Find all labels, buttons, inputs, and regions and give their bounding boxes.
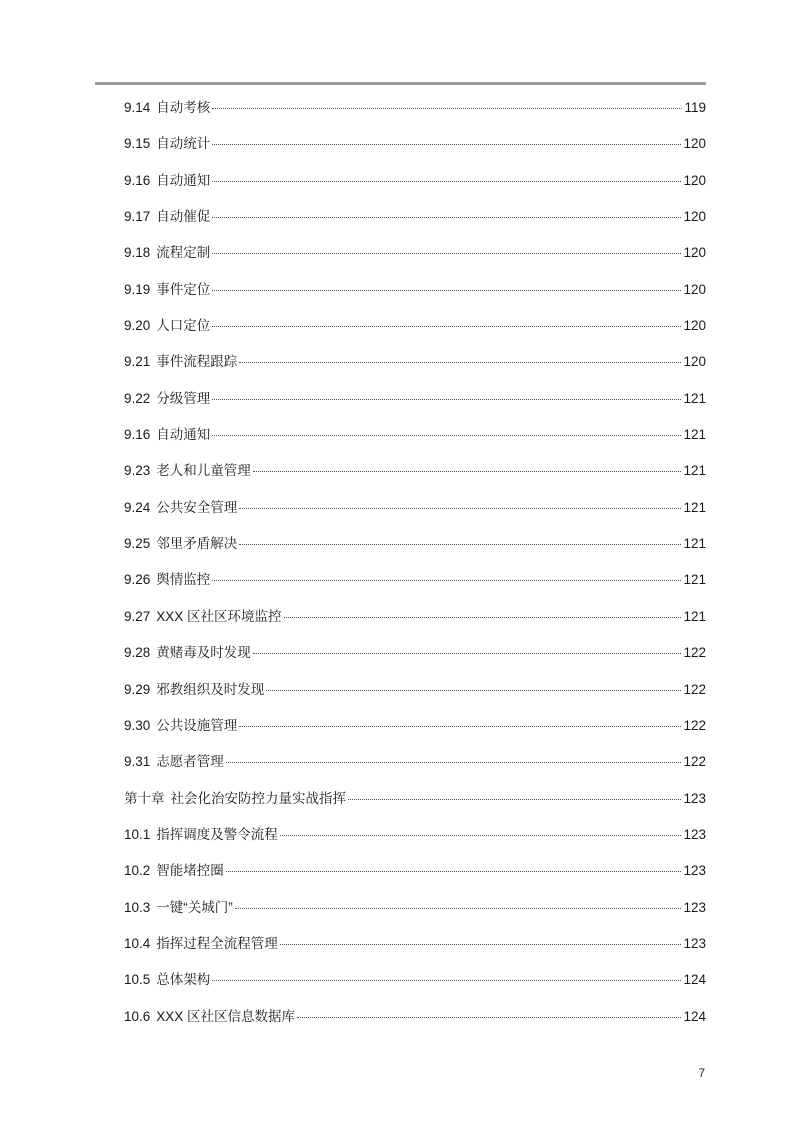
- toc-entry-title: 黄赌毒及时发现: [156, 645, 251, 661]
- toc-entry[interactable]: [124, 1005, 706, 1041]
- header-rule: [95, 82, 706, 85]
- toc-dot-leader: [212, 980, 681, 981]
- toc-entry[interactable]: [124, 605, 706, 641]
- toc-entry-page: 120: [683, 136, 706, 152]
- toc-entry-number: 9.19: [124, 281, 151, 297]
- toc-dot-leader: [239, 544, 681, 545]
- toc-entry-number: 9.21: [124, 354, 151, 370]
- toc-entry-number: 9.27: [124, 608, 151, 624]
- toc-dot-leader: [239, 726, 681, 727]
- toc-entry[interactable]: [124, 678, 706, 714]
- toc-entry-page: 123: [683, 826, 706, 842]
- toc-entry-number: 9.30: [124, 717, 151, 733]
- toc-dot-leader: [253, 471, 682, 472]
- toc-dot-leader: [280, 944, 682, 945]
- toc-entry[interactable]: [124, 459, 706, 495]
- toc-entry-title: 自动统计: [156, 136, 211, 152]
- toc-entry[interactable]: [124, 787, 706, 823]
- toc-entry-number: 9.22: [124, 390, 151, 406]
- toc-entry-number: 9.29: [124, 681, 151, 697]
- toc-entry[interactable]: [124, 823, 706, 859]
- toc-entry[interactable]: [124, 169, 706, 205]
- toc-entry[interactable]: [124, 205, 706, 241]
- toc-dot-leader: [212, 108, 682, 109]
- toc-entry-title: 分级管理: [156, 390, 211, 406]
- toc-entry[interactable]: [124, 423, 706, 459]
- toc-entry-number: 9.26: [124, 572, 151, 588]
- toc-entry[interactable]: [124, 714, 706, 750]
- toc-entry-number: 10.4: [124, 935, 151, 951]
- toc-entry-number: 9.17: [124, 209, 151, 225]
- toc-entry-page: 120: [683, 245, 706, 261]
- toc-entry-page: 121: [683, 536, 706, 552]
- toc-entry-page: 120: [683, 318, 706, 334]
- toc-entry-title: 指挥过程全流程管理: [156, 935, 278, 951]
- toc-dot-leader: [212, 290, 681, 291]
- toc-entry-page: 121: [683, 572, 706, 588]
- toc-entry-number: 9.28: [124, 645, 151, 661]
- toc-dot-leader: [226, 871, 682, 872]
- toc-entry[interactable]: [124, 896, 706, 932]
- toc-dot-leader: [239, 508, 681, 509]
- toc-entry[interactable]: [124, 278, 706, 314]
- toc-entry-page: 120: [683, 281, 706, 297]
- toc-entry-title: 自动催促: [156, 209, 211, 225]
- toc-entry-title: 人口定位: [156, 318, 211, 334]
- toc-entry-title: 自动通知: [156, 172, 211, 188]
- table-of-contents: [124, 96, 706, 1041]
- toc-entry[interactable]: [124, 241, 706, 277]
- toc-entry-number: 9.15: [124, 136, 151, 152]
- toc-entry-number: 10.6: [124, 1008, 151, 1024]
- toc-entry-number: 第十章: [124, 790, 165, 806]
- toc-entry-number: 9.16: [124, 427, 151, 443]
- toc-entry-number: 10.2: [124, 863, 151, 879]
- toc-dot-leader: [253, 653, 682, 654]
- toc-entry-title: 公共设施管理: [156, 717, 238, 733]
- toc-entry-title: 流程定制: [156, 245, 211, 261]
- toc-entry[interactable]: [124, 968, 706, 1004]
- toc-entry-title: 老人和儿童管理: [156, 463, 251, 479]
- toc-dot-leader: [235, 908, 682, 909]
- toc-entry-page: 123: [683, 899, 706, 915]
- toc-entry-page: 119: [684, 100, 706, 115]
- toc-entry-page: 122: [683, 754, 706, 770]
- toc-entry[interactable]: [124, 641, 706, 677]
- toc-entry-number: 9.31: [124, 754, 151, 770]
- toc-dot-leader: [212, 435, 681, 436]
- toc-entry[interactable]: [124, 496, 706, 532]
- toc-entry-number: 9.23: [124, 463, 151, 479]
- toc-entry[interactable]: [124, 314, 706, 350]
- toc-entry-title: 一键“关城门”: [156, 899, 233, 915]
- toc-entry-number: 9.25: [124, 536, 151, 552]
- toc-entry-page: 123: [683, 935, 706, 951]
- toc-entry-page: 121: [683, 463, 706, 479]
- toc-dot-leader: [284, 617, 682, 618]
- toc-entry-title: 志愿者管理: [156, 754, 224, 770]
- toc-entry-page: 121: [683, 608, 706, 624]
- toc-dot-leader: [212, 399, 681, 400]
- toc-entry[interactable]: [124, 532, 706, 568]
- toc-entry-page: 120: [683, 172, 706, 188]
- toc-entry-page: 120: [683, 354, 706, 370]
- toc-dot-leader: [212, 181, 681, 182]
- toc-entry-page: 122: [683, 645, 706, 661]
- toc-entry-number: 10.5: [124, 972, 151, 988]
- toc-entry-page: 121: [683, 390, 706, 406]
- toc-entry-page: 122: [683, 681, 706, 697]
- toc-entry-title: 总体架构: [156, 972, 211, 988]
- toc-entry-number: 10.3: [124, 899, 151, 915]
- toc-entry-number: 10.1: [124, 826, 151, 842]
- toc-entry[interactable]: [124, 350, 706, 386]
- toc-dot-leader: [212, 253, 681, 254]
- toc-entry[interactable]: [124, 568, 706, 604]
- toc-entry-title: 事件流程跟踪: [156, 354, 238, 370]
- toc-dot-leader: [266, 690, 681, 691]
- toc-entry-title: 舆情监控: [156, 572, 211, 588]
- toc-entry-title: 事件定位: [156, 281, 211, 297]
- toc-entry-title: 指挥调度及警令流程: [156, 826, 278, 842]
- toc-dot-leader: [280, 835, 682, 836]
- toc-entry-page: 120: [683, 209, 706, 225]
- toc-entry-number: 9.20: [124, 318, 151, 334]
- toc-entry-title: 公共安全管理: [156, 499, 238, 515]
- toc-entry[interactable]: [124, 750, 706, 786]
- toc-entry-title: 邪教组织及时发现: [156, 681, 265, 697]
- toc-dot-leader: [212, 144, 681, 145]
- toc-entry-title: 自动通知: [156, 427, 211, 443]
- toc-entry-page: 124: [683, 972, 706, 988]
- toc-entry-number: 9.16: [124, 172, 151, 188]
- toc-dot-leader: [212, 580, 681, 581]
- toc-dot-leader: [348, 799, 681, 800]
- toc-dot-leader: [239, 362, 681, 363]
- toc-entry-page: 124: [683, 1008, 706, 1024]
- toc-entry[interactable]: [124, 859, 706, 895]
- toc-entry-number: 9.24: [124, 499, 151, 515]
- toc-entry-page: 123: [683, 790, 706, 806]
- toc-entry[interactable]: [124, 387, 706, 423]
- toc-entry-title: 邻里矛盾解决: [156, 536, 238, 552]
- toc-entry[interactable]: [124, 96, 706, 132]
- toc-dot-leader: [212, 326, 681, 327]
- toc-dot-leader: [212, 217, 681, 218]
- toc-entry-number: 9.18: [124, 245, 151, 261]
- toc-entry-page: 123: [683, 863, 706, 879]
- toc-dot-leader: [226, 762, 682, 763]
- page-number: 7: [698, 1066, 705, 1080]
- toc-entry-title: 自动考核: [156, 100, 211, 115]
- toc-entry-title: XXX 区社区信息数据库: [156, 1008, 296, 1024]
- toc-dot-leader: [297, 1017, 681, 1018]
- toc-entry[interactable]: [124, 132, 706, 168]
- toc-entry-page: 122: [683, 717, 706, 733]
- toc-entry-page: 121: [683, 427, 706, 443]
- toc-entry-page: 121: [683, 499, 706, 515]
- toc-entry-number: 9.14: [124, 100, 151, 115]
- toc-entry-title: XXX 区社区环境监控: [156, 608, 282, 624]
- toc-entry[interactable]: [124, 932, 706, 968]
- toc-entry-title: 社会化治安防控力量实战指挥: [170, 790, 346, 806]
- toc-entry-title: 智能堵控圈: [156, 863, 224, 879]
